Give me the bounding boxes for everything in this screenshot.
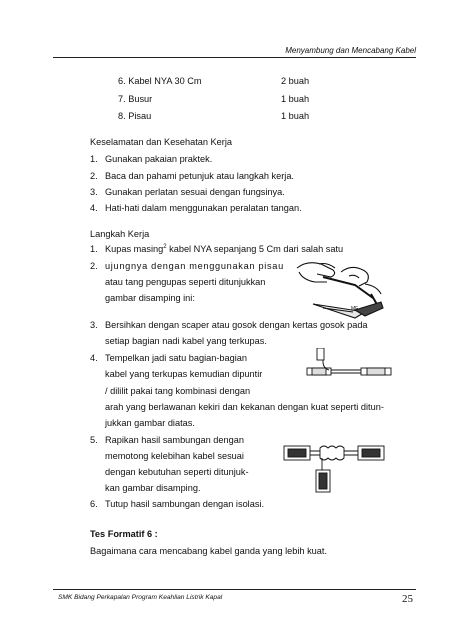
material-item: 6. Kabel NYA 30 Cm (118, 76, 202, 86)
header-rule (53, 57, 416, 58)
step-5-line: dengan kebutuhan seperti ditunjuk- (105, 467, 249, 477)
step-2-line: ujungnya dengan menggunakan pisau (105, 261, 284, 271)
list-number: 6. (90, 499, 98, 509)
finished-joint-figure (282, 440, 388, 496)
step-4-line: Tempelkan jadi satu bagian-bagian (105, 353, 247, 363)
step-4-line: arah yang berlawanan kekiri dan kekanan dengan kuat seperti ditun- (105, 402, 384, 412)
branch-cable-figure (305, 348, 395, 394)
page-number: 25 (402, 593, 413, 605)
list-number: 4. (90, 353, 98, 363)
safety-item: Gunakan pakaian praktek. (105, 154, 213, 164)
step-1-text: Kupas masing$^2$ kabel NYA sepanjang 5 Cm dari salah satu (105, 244, 344, 254)
step-5-line: memotong kelebihan kabel sesuai (105, 451, 244, 461)
list-number: 5. (90, 435, 98, 445)
svg-text:MF: MF (351, 306, 359, 312)
steps-heading: Langkah Kerja (90, 229, 150, 239)
list-number: 4. (90, 203, 98, 213)
safety-heading: Keselamatan dan Kesehatan Kerja (90, 137, 232, 147)
material-item: 8. Pisau (118, 111, 152, 121)
list-number: 2. (90, 261, 98, 271)
step-2-line: gambar disamping ini: (105, 293, 195, 303)
material-item: 7. Busur (118, 94, 153, 104)
test-question: Bagaimana cara mencabang kabel ganda yang lebih kuat. (90, 546, 327, 556)
material-qty: 1 buah (281, 111, 310, 121)
stripping-figure (293, 258, 388, 320)
material-qty: 2 buah (281, 76, 310, 86)
test-title: Tes Formatif 6 : (90, 529, 158, 539)
footer-rule (53, 589, 416, 590)
safety-item: Hati-hati dalam menggunakan peralatan tangan. (105, 203, 302, 213)
running-header: Menyambung dan Mencabang Kabel (285, 46, 416, 55)
safety-item: Baca dan pahami petunjuk atau langkah kerja. (105, 171, 294, 181)
list-number: 3. (90, 320, 98, 330)
step-3-line: Bersihkan dengan scaper atau gosok dengan kertas gosok pada (105, 320, 368, 330)
step-5-line: kan gambar disamping. (105, 483, 201, 493)
material-qty: 1 buah (281, 94, 310, 104)
step-6-text: Tutup hasil sambungan dengan isolasi. (105, 499, 265, 509)
step-4-line: jukkan gambar diatas. (105, 418, 195, 428)
step-4-line: / dililit pakai tang kombinasi dengan (105, 386, 251, 396)
step-2-line: atau tang pengupas seperti ditunjukkan (105, 277, 266, 287)
step-3-line: setiap bagian nadi kabel yang terkupas. (105, 336, 267, 346)
list-number: 2. (90, 171, 98, 181)
safety-item: Gunakan perlatan sesuai dengan fungsinya. (105, 187, 285, 197)
step-4-line: kabel yang terkupas kemudian dipuntir (105, 369, 263, 379)
footer-text: SMK Bidang Perkapalan Program Keahlian Listrik Kapal (58, 594, 223, 601)
step-5-line: Rapikan hasil sambungan dengan (105, 435, 244, 445)
list-number: 1. (90, 154, 98, 164)
list-number: 3. (90, 187, 98, 197)
list-number: 1. (90, 244, 98, 254)
